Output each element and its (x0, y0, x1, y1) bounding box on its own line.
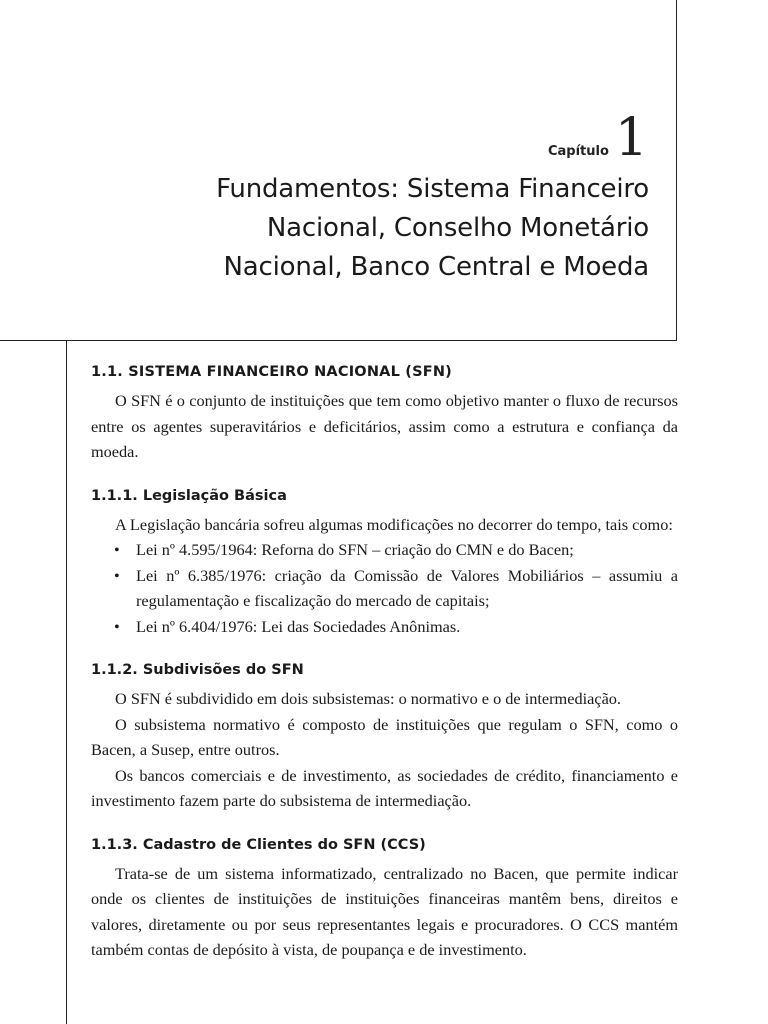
content-frame-line (66, 340, 67, 1024)
section-heading: 1.1. SISTEMA FINANCEIRO NACIONAL (SFN) (91, 364, 452, 380)
section-1-1-3 (91, 837, 678, 963)
chapter-title-line: Nacional, Banco Central e Moeda (223, 252, 649, 282)
subsection-heading: 1.1.3. Cadastro de Clientes do SFN (CCS) (91, 836, 426, 853)
paragraph: Trata-se de um sistema informatizado, centralizado no Bacen, que permite indicar onde os clientes de instituições de instituições financeiras mantêm bens, direitos e valores, diretamente ou por seus representantes legais e procuradores. O CCS mantém também contas de depósito à vista, de poupança e de investimento. (91, 863, 678, 959)
paragraph: Os bancos comerciais e de investimento, as sociedades de crédito, financiamento e investimento fazem parte do subsistema de intermediação. (91, 765, 678, 810)
section-1-1 (91, 364, 678, 465)
section-1-1-2 (91, 662, 678, 814)
subsection-heading: 1.1.1. Legislação Básica (91, 487, 287, 504)
legislation-list (91, 537, 678, 639)
page-content (91, 364, 678, 986)
paragraph: O SFN é o conjunto de instituições que tem como objetivo manter o fluxo de recursos entre os agentes superavitários e deficitários, assim como a estrutura e confiança da moeda. (91, 391, 678, 461)
section-1-1-1 (91, 488, 678, 640)
list-item: • Lei nº 6.404/1976: Lei das Sociedades Anônimas. (136, 614, 678, 640)
paragraph: A Legislação bancária sofreu algumas modificações no decorrer do tempo, tais como: (115, 514, 673, 534)
paragraph: O subsistema normativo é composto de instituições que regulam o SFN, como o Bacen, a Susep, entre outros. (91, 714, 678, 759)
chapter-title (129, 170, 649, 287)
chapter-word: Capítulo (547, 144, 609, 159)
chapter-label (547, 108, 648, 168)
chapter-title-line: Nacional, Conselho Monetário (266, 213, 649, 243)
paragraph: O SFN é subdividido em dois subsistemas: o normativo e o de intermediação. (115, 689, 622, 708)
chapter-number: 1 (614, 108, 648, 168)
list-item: • Lei nº 6.385/1976: criação da Comissão de Valores Mobiliários – assumiu a regulamentação e fiscalização do mercado de capitais; (136, 563, 678, 614)
chapter-title-line: Fundamentos: Sistema Financeiro (216, 174, 649, 204)
subsection-heading: 1.1.2. Subdivisões do SFN (91, 662, 304, 678)
list-item: • Lei nº 4.595/1964: Reforna do SFN – criação do CMN e do Bacen; (136, 537, 678, 563)
